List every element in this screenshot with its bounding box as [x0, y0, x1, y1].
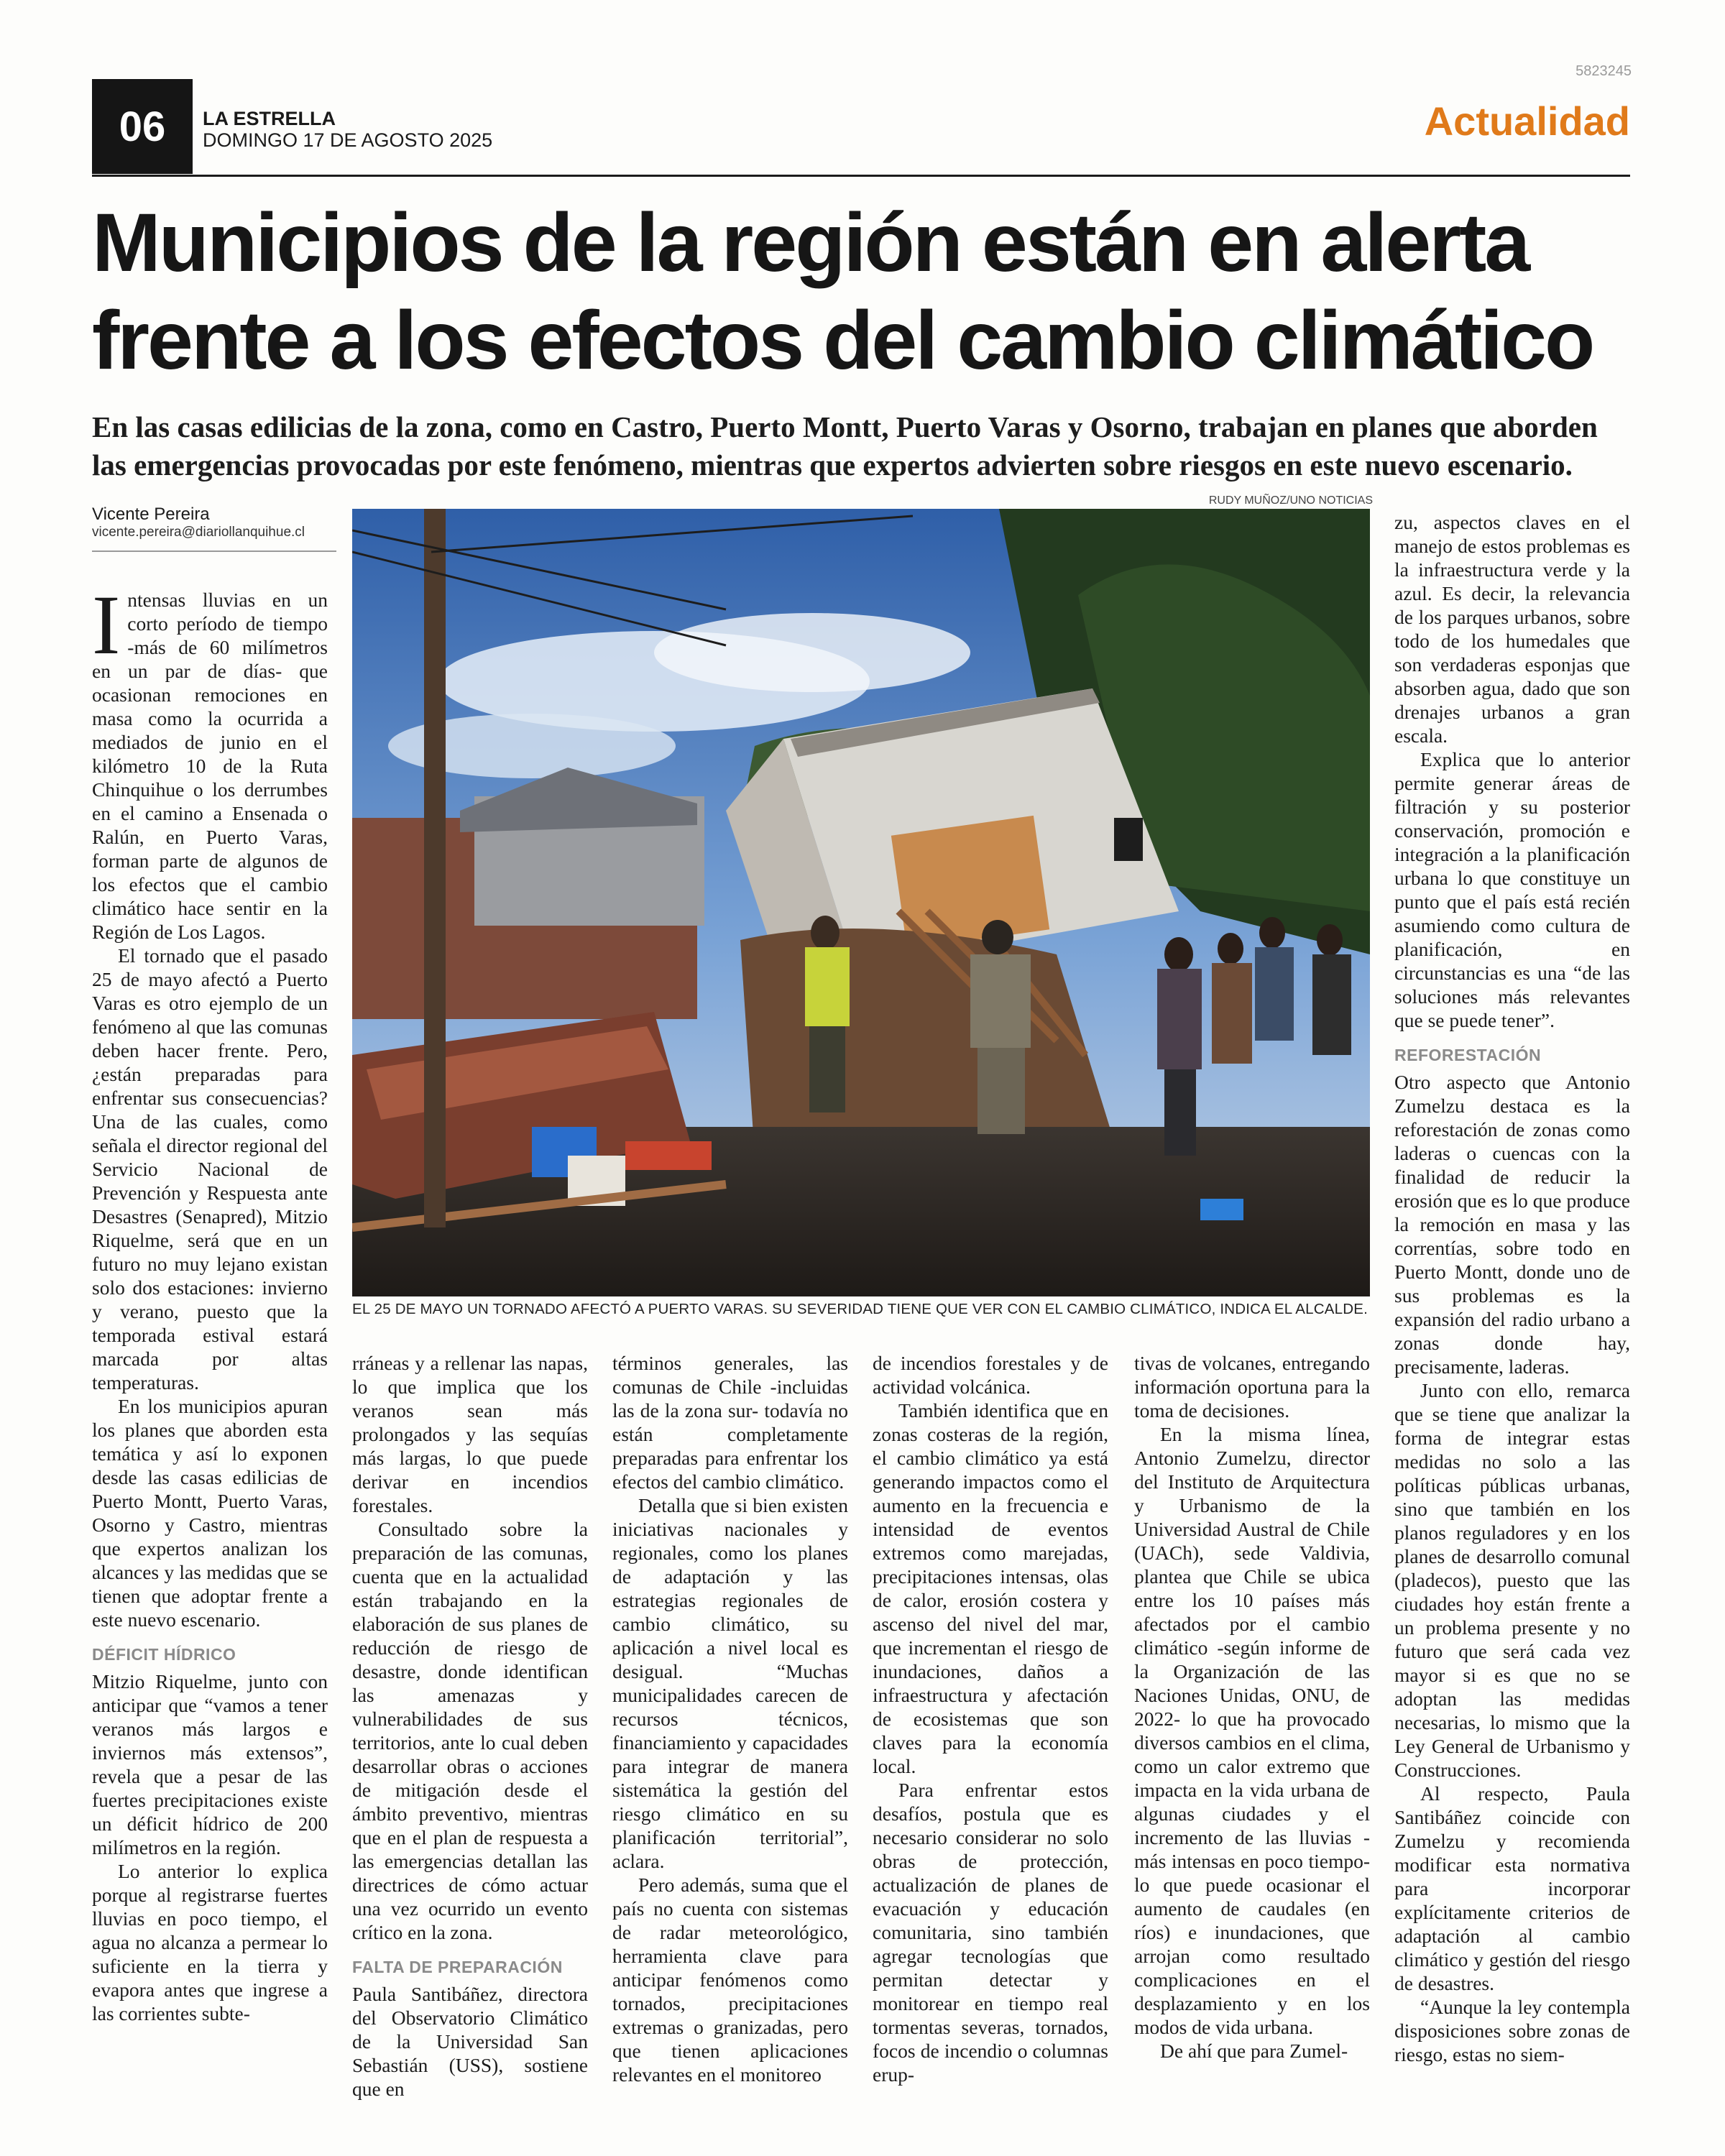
- article-column-1: [92, 578, 328, 2025]
- paragraph: También identifica que en zonas costeras de la región, el cambio climático ya está generando impactos como el aumento en la frecuencia e intensidad de eventos extremos como marejadas, precipitaciones intensas, olas de calor, erosión costera y ascenso del nivel del mar, que incrementan el riesgo de inundaciones, daños a infraestructura y afectación de ecosistemas que son claves para la economía local.: [873, 1399, 1108, 1777]
- page-number: 06: [92, 79, 193, 174]
- paragraph: rráneas y a rellenar las napas, lo que implica que los veranos sean más prolongados y las sequías más largas, lo que puede derivar en incendios forestales.: [352, 1352, 588, 1516]
- article-column-6: [1394, 510, 1630, 2066]
- news-photo: [352, 509, 1370, 1296]
- deck-subtitle: En las casas edilicias de la zona, como en Castro, Puerto Montt, Puerto Varas y Osorno, trabajan en planes que aborden las emergencias provocadas por este fenómeno, mientras que expertos advierten sobre riesgos en este nuevo escenario.: [92, 410, 1598, 482]
- subhead-deficit-hidrico: DÉFICIT HÍDRICO: [92, 1645, 236, 1664]
- paragraph: Paula Santibáñez, directora del Observatorio Climático de la Universidad San Sebastián (USS), sostiene que en: [352, 1983, 588, 2100]
- paragraph: Detalla que si bien existen iniciativas nacionales y regionales, como los planes de adaptación y las estrategias regionales de cambio climático, su aplicación a nivel local es desigual. “Muchas municipalidades carecen de recursos técnicos, financiamiento y capacidades para integrar de manera sistemática la gestión del riesgo climático en su planificación territorial”, aclara.: [612, 1494, 848, 1872]
- headline: Municipios de la región están en alerta frente a los efectos del cambio climático: [92, 197, 1593, 387]
- paragraph: zu, aspectos claves en el manejo de estos problemas es la infraestructura verde y la azul. Es decir, la relevancia de los parques urbanos, sobre todo de los humedales que son verdaderas esponjas que absorben agua, dado que son drenajes urbanos a gran escala.: [1394, 511, 1630, 747]
- article-column-3: [612, 1351, 848, 2086]
- paragraph: Al respecto, Paula Santibáñez coincide con Zumelzu y recomienda modificar esta normativa para incorporar explícitamente criterios de adaptación al cambio climático y gestión del riesgo de desastres.: [1394, 1782, 1630, 1994]
- issue-date: DOMINGO 17 DE AGOSTO 2025: [203, 129, 493, 151]
- section-label: Actualidad: [1424, 98, 1630, 144]
- paragraph: ntensas lluvias en un corto período de tiempo -más de 60 milímetros en un par de días- que ocasionan remociones en masa como la ocurrida a mediados de junio en el kilómetro 10 de la Ruta Chinquihue o los derrumbes en el camino a Ensenada o Ralún, en Puerto Varas, forman parte de algunos de los efectos que el cambio climático hace sentir en la Región de Los Lagos.: [92, 589, 328, 943]
- paragraph: El tornado que el pasado 25 de mayo afectó a Puerto Varas es otro ejemplo de un fenómeno al que las comunas deben hacer frente. Pero, ¿están preparadas para enfrentar sus consecuencias? Una de las cuales, como señala el director regional del Servicio Nacional de Prevención y Respuesta ante Desastres (Senapred), Mitzio Riquelme, será que en un futuro no muy lejano existan solo dos estaciones: invierno y verano, puesto que la temporada estival estará marcada por altas temperaturas.: [92, 944, 328, 1393]
- paragraph: Pero además, suma que el país no cuenta con sistemas de radar meteorológico, herramienta clave para anticipar fenómenos como tornados, precipitaciones extremas o granizadas, pero que tienen aplicaciones relevantes en el monitoreo: [612, 1874, 848, 2086]
- photo-caption: EL 25 DE MAYO UN TORNADO AFECTÓ A PUERTO VARAS. SU SEVERIDAD TIENE QUE VER CON EL CAMBIO CLIMÁTICO, INDICA EL ALCALDE.: [352, 1301, 1368, 1317]
- paragraph: “Aunque la ley contempla disposiciones sobre zonas de riesgo, estas no siem-: [1394, 1996, 1630, 2065]
- paragraph: Consultado sobre la preparación de las comunas, cuenta que en la actualidad están trabajando en la elaboración de sus planes de reducción de riesgo de desastre, donde identifican las amenazas y vulnerabilidades de sus territorios, ante lo cual deben desarrollar obras o acciones de mitigación desde el ámbito preventivo, mientras que en el plan de respuesta a las emergencias detallan las directrices de cómo actuar una vez ocurrido un evento crítico en la zona.: [352, 1518, 588, 1943]
- paragraph: de incendios forestales y de actividad volcánica.: [873, 1352, 1108, 1398]
- paragraph: De ahí que para Zumel-: [1160, 2040, 1348, 2062]
- article-column-5: [1134, 1351, 1370, 2063]
- paragraph: Para enfrentar estos desafíos, postula que es necesario considerar no solo obras de protección, actualización de planes de evacuación y educación comunitaria, sino también agregar tecnologías que permitan detectar y monitorear en tiempo real tormentas severas, tornados, focos de incendio o columnas erup-: [873, 1779, 1108, 2086]
- photo-credit: RUDY MUÑOZ/UNO NOTICIAS: [1208, 494, 1373, 507]
- paragraph: Mitzio Riquelme, junto con anticipar que “vamos a tener veranos más largos e inviernos más extensos”, revela que a pesar de las fuertes precipitaciones existe un déficit hídrico de 200 milímetros en la región.: [92, 1670, 328, 1858]
- header-divider: [92, 175, 1630, 177]
- article-column-2: [352, 1351, 588, 2101]
- byline-email: vicente.pereira@diariollanquihue.cl: [92, 525, 305, 540]
- paragraph: En la misma línea, Antonio Zumelzu, director del Instituto de Arquitectura y Urbanismo de la Universidad Austral de Chile (UACh), sede Valdivia, plantea que Chile se ubica entre los 10 países más afectados por el cambio climático -según informe de la Organización de las Naciones Unidas, ONU, de 2022- lo que ha provocado diversos cambios en el clima, como un calor extremo que impacta en la vida urbana de algunas ciudades y el incremento de las lluvias -más intensas en poco tiempo- lo que puede ocasionar el aumento de caudales (en ríos) e inundaciones, que arrojan como resultado complicaciones en el desplazamiento y en los modos de vida urbana.: [1134, 1423, 1370, 2038]
- paragraph: Explica que lo anterior permite generar áreas de filtración y su posterior conservación, promoción e integración a la planificación urbana lo que constituye un punto que el país está recién asumiendo como cultura de planificación, en circunstancias es una “de las soluciones más relevantes que se puede tener”.: [1394, 748, 1630, 1031]
- page-id-number: 5823245: [1576, 63, 1632, 79]
- paragraph: Lo anterior lo explica porque al registrarse fuertes lluvias en poco tiempo, el agua no alcanza a permear lo suficiente en la tierra y evapora antes que ingrese a las corrientes subte-: [92, 1860, 328, 2024]
- paragraph: tivas de volcanes, entregando información oportuna para la toma de decisiones.: [1134, 1352, 1370, 1422]
- subhead-reforestacion: REFORESTACIÓN: [1394, 1046, 1542, 1064]
- article-column-4: [873, 1351, 1108, 2086]
- paragraph: términos generales, las comunas de Chile -incluidas las de la zona sur- todavía no están completamente preparadas para enfrentar los efectos del cambio climático.: [612, 1352, 848, 1493]
- paragraph: Junto con ello, remarca que se tiene que analizar la forma de integrar estas medidas no solo a las políticas públicas urbanas, sino que también en los planos reguladores y en los planes de desarrollo comunal (pladecos), puesto que las ciudades hoy están frente a un problema presente y no futuro que será cada vez mayor si es que no se adoptan las medidas necesarias, lo mismo que la Ley General de Urbanismo y Construcciones.: [1394, 1379, 1630, 1781]
- subhead-falta-de-preparacion: FALTA DE PREPARACIÓN: [352, 1958, 563, 1976]
- byline-author: Vicente Pereira: [92, 505, 210, 524]
- newspaper-name: LA ESTRELLA: [203, 108, 336, 129]
- paragraph: En los municipios apuran los planes que aborden esta temática y así lo exponen desde las casas edilicias de Puerto Montt, Puerto Varas, Osorno y Castro, mientras que expertos analizan los alcances y las medidas que se tienen que adoptar frente a este nuevo escenario.: [92, 1395, 328, 1631]
- paragraph: Otro aspecto que Antonio Zumelzu destaca es la reforestación de zonas como laderas o cuencas con la finalidad de reducir la erosión que es lo que produce la remoción en masa y las correntías, sobre todo en Puerto Montt, donde uno de sus problemas es la expansión del radio urbano a zonas donde hay, precisamente, laderas.: [1394, 1071, 1630, 1378]
- byline-divider: [92, 550, 336, 552]
- drop-cap: I: [92, 578, 121, 672]
